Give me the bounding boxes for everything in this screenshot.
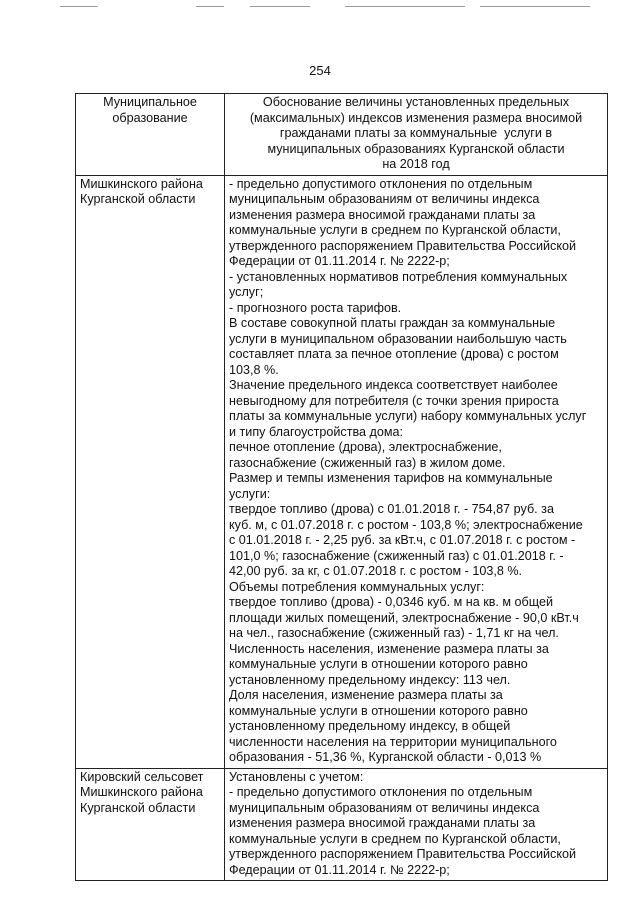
table-row bbox=[76, 768, 608, 881]
justification-table bbox=[75, 93, 608, 881]
scan-artifact bbox=[60, 6, 98, 7]
scan-artifact bbox=[480, 6, 590, 7]
scan-artifact bbox=[345, 6, 465, 7]
page-number: 254 bbox=[309, 63, 331, 78]
header-justification: Обоснование величины установленных предельных (максимальных) индексов изменения размера вносимой гражданами платы за коммунальные услуги в муниципальных образованиях Курганской области на 2018 год bbox=[225, 94, 608, 176]
justification-cell: - предельно допустимого отклонения по отдельным муниципальным образованиям от величины индекса изменения размера вносимой гражданами платы за коммунальные услуги в среднем по Курганской области, утвержденного распоряжением Правительства Российской Федерации от 01.11.2014 г. № 2222-р; - установленных нормативов потребления коммунальных услуг; - прогнозного роста тарифов. В составе совокупной платы граждан за коммунальные услуги в муниципальном образовании наибольшую часть составляет плата за печное отопление (дрова) с ростом 103,8 %. Значение предельного индекса соответствует наиболее невыгодному для потребителя (с точки зрения прироста платы за коммунальные услуги) набору коммунальных услуг и типу благоустройства дома: печное отопление (дрова), электроснабжение, газоснабжение (сжиженный газ) в жилом доме. Размер и темпы изменения тарифов на коммунальные услуги: твердое топливо (дрова) с 01.01.2018 г. - 754,87 руб. за куб. м, с 01.07.2018 г. с ростом - 103,8 %; электроснабжение с 01.01.2018 г. - 2,25 руб. за кВт.ч, с 01.07.2018 г. с ростом - 101,0 %; газоснабжение (сжиженный газ) с 01.01.2018 г. - 42,00 руб. за кг, с 01.07.2018 г. с ростом - 103,8 %. Объемы потребления коммунальных услуг: твердое топливо (дрова) - 0,0346 куб. м на кв. м общей площади жилых помещений, электроснабжение - 90,0 кВт.ч на чел., газоснабжение (сжиженный газ) - 1,71 кг на чел. Численность населения, изменение размера платы за коммунальные услуги в отношении которого равно установленному предельному индексу: 113 чел. Доля населения, изменение размера платы за коммунальные услуги в отношении которого равно установленному предельному индексу, в общей численности населения на территории муниципального образования - 51,36 %, Курганской области - 0,013 % bbox=[225, 175, 608, 768]
table-header-row bbox=[76, 94, 608, 176]
scan-artifact bbox=[250, 6, 310, 7]
scan-artifact bbox=[196, 6, 224, 7]
municipality-cell: Кировский сельсовет Мишкинского района Курганской области bbox=[76, 768, 225, 881]
header-municipality: Муниципальное образование bbox=[76, 94, 225, 176]
municipality-cell: Мишкинского района Курганской области bbox=[76, 175, 225, 768]
justification-cell: Установлены с учетом: - предельно допустимого отклонения по отдельным муниципальным образованиям от величины индекса изменения размера вносимой гражданами платы за коммунальные услуги в среднем по Курганской области, утвержденного распоряжением Правительства Российской Федерации от 01.11.2014 г. № 2222-р; bbox=[225, 768, 608, 881]
table-row bbox=[76, 175, 608, 768]
